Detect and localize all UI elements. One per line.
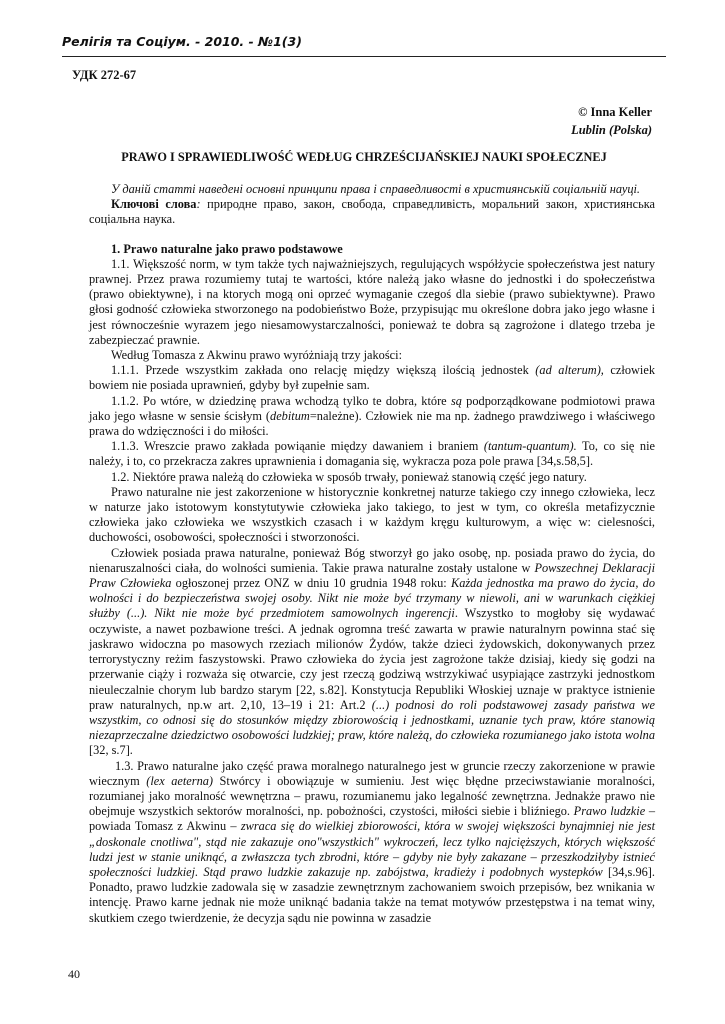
text-run: To, co się nie należy, i to, co przekracza zakres uprawnienia i domagania się, wykracza poza pole prawa [34,s.58,5].: [89, 439, 656, 469]
italic-run: (lex aeterna): [146, 773, 214, 788]
article-body: [89, 182, 655, 926]
journal-header: Релігія та Соціум. - 2010. - №1(3): [62, 30, 666, 57]
keywords-colon: :: [196, 197, 201, 212]
paragraph-1-3: [89, 759, 655, 926]
text-run: [34,s.96]. Ponadto, prawo ludzkie zadowala się w zasadzie zewnętrznym zachowaniem swoich przepisów, bez wnikania w intencję. Prawo karne jednak nie może uniknąć badania także na temat motywów przestępstwa i na temat winy, skutkiem czego twierdzenie, że decyzja sądu nie powinna w zasadzie: [89, 864, 655, 925]
abstract: У даній статті наведені основні принципи права і справедливості в християнській соціальній науці.: [111, 182, 641, 196]
text-run: 1.3. Prawo naturalne jako część prawa moralnego naturalnego jest w gruncie rzeczy zakorzenione w prawie wiecznym: [89, 758, 655, 788]
page-number: 40: [68, 967, 80, 981]
text-run: Człowiek posiada prawa naturalne, ponieważ Bóg stworzył go jako osobę, np. posiada prawo do życia, do nienaruszalności ciała, do wolności sumienia. Takie prawa naturalne zostały ustalone w: [89, 545, 655, 575]
paragraph-1-1-2: [89, 394, 655, 440]
paragraph-1-2: 1.2. Niektóre prawa należą do człowieka w sposób trwały, ponieważ stanowią część jego natury.: [111, 469, 587, 484]
author-block: [571, 103, 652, 139]
paragraph-tomasz: Według Tomasza z Akwinu prawo wyróżniają trzy jakości:: [111, 348, 402, 363]
section-heading: 1. Prawo naturalne jako prawo podstawowe: [111, 241, 343, 256]
italic-run: Każda jednostka ma prawo do życia, do wolności i do bezpieczeństwa swojej osoby. Nikt nie może być trzymany w niewoli, ani w warunkach ciężkiej służby (...). Nikt nie może być przedmiotem samowolnych ingerencji: [89, 576, 655, 621]
italic-run: zwraca się do wielkiej zbiorowości, która w swojej większości bynajmniej nie jest „doskonale cnotliwa", stąd nie zakazuje ono"wszystkich" wykroczeń, lecz tylko najcięższych, których większość ludzi jest w stanie uniknąć, a zwłaszcza tych zbrodni, które – gdyby nie były zakazane – przeszkodziłyby istnieć społeczności ludzkiej. Stąd prawo ludzkie zakazuje np. zabójstwa, kradieży i podobnych wystepków: [89, 819, 655, 879]
keywords: [89, 197, 655, 227]
italic-run: (tantum-quantum).: [483, 439, 577, 454]
text-run: [32, s.7].: [89, 743, 133, 758]
article-title: PRAWO I SPRAWIEDLIWOŚĆ WEDŁUG CHRZEŚCIJAŃSKIEJ NAUKI SPOŁECZNEJ: [121, 150, 607, 164]
text-run: człowiek bowiem nie posiada uprawnień, gdyby był zupełnie sam.: [89, 363, 655, 393]
author-affiliation: Lublin (Polska): [571, 123, 652, 137]
italic-run: są: [450, 393, 462, 408]
text-run: . Wszystko to mogłoby się wydawać oczywiste, a nawet pozbawione treści. A jednak ogromna treść zawarta w prawie naturalnyrn powinna stać się jaskrawo widoczna po masowych rzeziach milionów Żydów, także dzieci żydowskich, dokonywanych przez terrorystyczny reżim faszystowski. Prawo człowieka do życia jest zagrożone także dzisiaj, kiedy się godzi na przerwanie ciąży i rozważa się otwarcie, czy jest rzeczą godziwą wstrzykiwać usypiające zastrzyki jednostkom nieuleczalnie chorym lub bardzo starym [22, s.82]. Konstytucja Republiki Włoskiej uznaje w praktyce istnienie praw naturalnych, np.w art. 2,10, 13–19 i 21: Art.2: [89, 606, 655, 712]
paragraph-1-1-3: [89, 439, 655, 469]
udk-code: УДК 272-67: [72, 68, 137, 82]
paragraph-rights: [89, 546, 655, 759]
italic-run: (...) podnosi do roli podstawowej zasady państwa we wszystkim, co odnosi się do stosunków między zbiorowością i jednostkami, uznanie tych praw, które stanowią niezaprzeczalne dziedzictwo osobowości ludzkiej; praw, które należą, do człowieka rozumianego jako istota wolna: [89, 697, 655, 743]
keywords-text: природне право, закон, свобода, справедливість, моральний закон, християнська соціальна наука.: [89, 197, 656, 227]
text-run: – powiada Tomasz z Akwinu –: [89, 804, 655, 834]
text-run: Stwórcy i obowiązuje w sumieniu. Jest więc błędne przeciwstawianie moralności, rozumianej jako moralność wewnętrzna – prawu, rozumianemu jako legalność zewnętrzna. Jednakże prawo nie obejmuje wszystkich sektorów moralności, np. pobożności, czystości, miłości siebie i bliźniego.: [89, 773, 655, 819]
paragraph-natural-law: Prawo naturalne nie jest zakorzenione w historycznie konkretnej naturze takiego czy innego człowieka, lecz w naturze jako istotowym konstytutywie człowieka jako takiego, to jest w tym, co określa metafizycznie człowieka jako człowieka we wszystkich czasach i w każdym kręgu kulturowym, a więc w: cielesności, duchowości, osobowości, społeczności i stworzoności.: [89, 484, 655, 545]
text-run: 1.1.2. Po wtóre, w dziedzinę prawa wchodzą tylko te dobra, które: [111, 393, 451, 408]
text-run: =należne). Człowiek nie ma np. żadnego prawdziwego i właściwego prawa do wdzięczności i do miłości.: [89, 408, 655, 439]
text-run: podporządkowane podmiotowi prawa jako jego własne w sensie ścisłym (: [89, 393, 656, 423]
italic-run: (ad alterum),: [535, 363, 604, 378]
text-run: 1.1.3. Wreszcie prawo zakłada powiąanie między dawaniem i braniem: [111, 439, 484, 454]
author-name: © Inna Keller: [578, 105, 652, 119]
italic-run: debitum: [270, 408, 310, 423]
italic-run: Powszechnej Deklaracji Praw Człowieka: [89, 560, 655, 591]
text-run: ogłoszonej przez ONZ w dniu 10 grudnia 1948 roku:: [171, 576, 451, 591]
paragraph-1-1: 1.1. Większość norm, w tym także tych najważniejszych, regulujących współżycie społeczeństwa jest natury prawnej. Przez prawa rozumiemy tutaj te wartości, które należą jako własne do jednostki i do społeczeństwa (prawo obiektywne), i na ktorych mogą oni oprzeć wymaganie czegoś dla siebie (prawo subiektywne). Prawo głosi godność człowieka stworzonego na podobieństwo Boże, przypisując mu określone dobra jako jego własne i jest równocześnie wyrazem jego niesamowystarczalności, ponieważ te dobra są zagrożone i dlatego trzeba je zabezpieczać prawnie.: [89, 256, 655, 347]
text-run: 1.1.1. Przede wszystkim zakłada ono relację między większą ilością jednostek: [111, 363, 536, 378]
keywords-label: Ключові слова: [111, 197, 197, 212]
paragraph-1-1-1: [89, 363, 655, 393]
italic-run: Prawo ludzkie: [573, 804, 646, 819]
